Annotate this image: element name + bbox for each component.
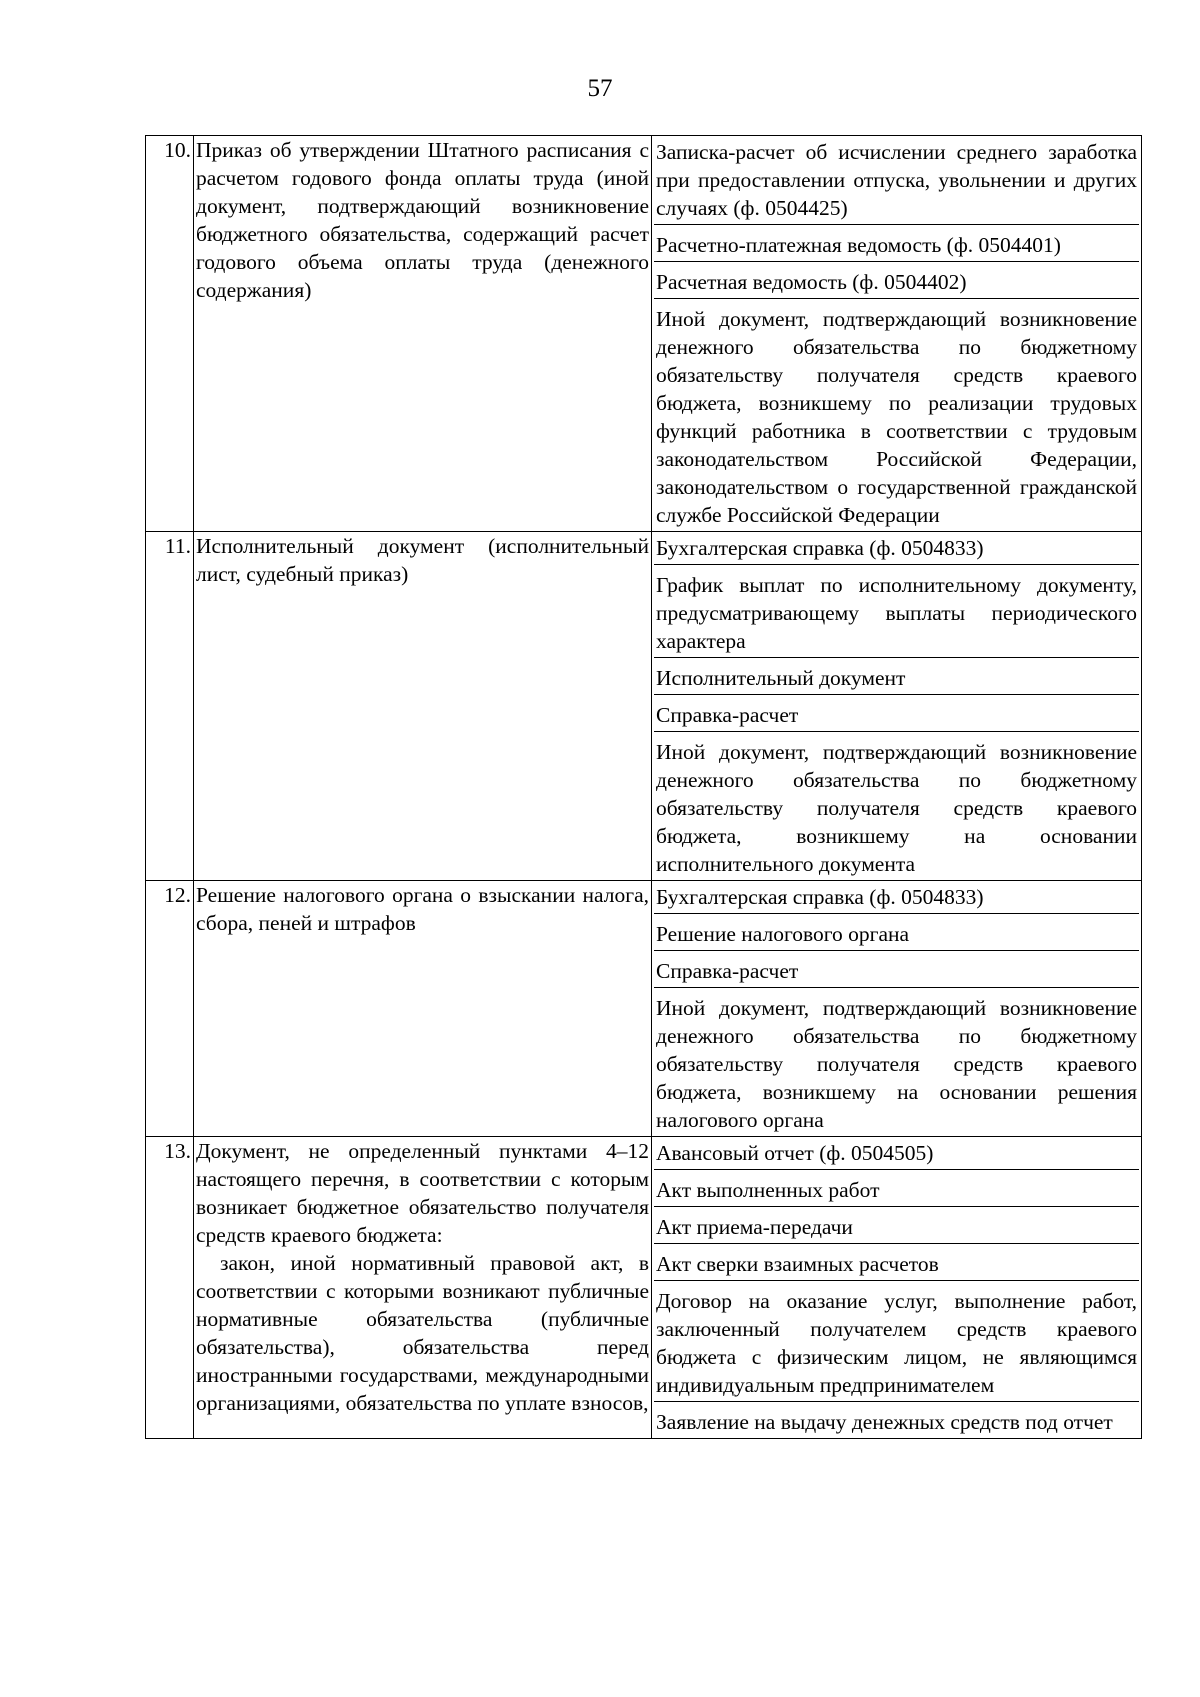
list-item: Акт сверки взаимных расчетов (654, 1243, 1139, 1280)
table-row (146, 532, 1142, 881)
list-item: Иной документ, подтверждающий возникновение денежного обязательства по бюджетному обязательству получателя средств краевого бюджета, возникшему на основании решения налогового органа (654, 987, 1139, 1136)
confirming-documents (652, 881, 1142, 1137)
basis-text: Приказ об утверждении Штатного расписания с расчетом годового фонда оплаты труда (иной документ, подтверждающий возникновение бюджетного обязательства, содержащий расчет годового объема оплаты труда (денежного содержания) (196, 138, 649, 302)
row-number: 11. (146, 532, 194, 881)
list-item: Справка-расчет (654, 950, 1139, 987)
list-item: Договор на оказание услуг, выполнение работ, заключенный получателем средств краевого бюджета с физическим лицом, не являющимся индивидуальным предпринимателем (654, 1280, 1139, 1401)
documents-table (145, 135, 1142, 1439)
list-item: Бухгалтерская справка (ф. 0504833) (656, 536, 984, 560)
basis-text: закон, иной нормативный правовой акт, в соответствии с которыми возникают публичные нормативные обязательства (публичные обязательства), обязательства перед иностранными государствами, международными организациями, обязательства по уплате взносов, (196, 1251, 649, 1415)
basis-text: Документ, не определенный пунктами 4–12 настоящего перечня, в соответствии с которым возникает бюджетное обязательство получателя средств краевого бюджета: (196, 1139, 649, 1247)
basis-document (194, 136, 652, 532)
basis-document (194, 1137, 652, 1439)
table-row (146, 136, 1142, 532)
basis-text: Решение налогового органа о взыскании налога, сбора, пеней и штрафов (196, 883, 649, 935)
list-item: График выплат по исполнительному документу, предусматривающему выплаты периодического характера (654, 564, 1139, 657)
list-item: Авансовый отчет (ф. 0504505) (656, 1141, 934, 1165)
list-item: Акт выполненных работ (654, 1169, 1139, 1206)
basis-document (194, 881, 652, 1137)
list-item: Иной документ, подтверждающий возникновение денежного обязательства по бюджетному обязательству получателя средств краевого бюджета, возникшему по реализации трудовых функций работника в соответствии с трудовым законодательством Российской Федерации, законодательством о государственной гражданской службе Российской Федерации (654, 298, 1139, 531)
list-item: Акт приема-передачи (654, 1206, 1139, 1243)
confirming-documents (652, 1137, 1142, 1439)
list-item: Расчетно-платежная ведомость (ф. 0504401) (654, 224, 1139, 261)
basis-document (194, 532, 652, 881)
basis-text: Исполнительный документ (исполнительный лист, судебный приказ) (196, 534, 649, 586)
confirming-documents (652, 532, 1142, 881)
list-item: Записка-расчет об исчислении среднего заработка при предоставлении отпуска, увольнении и других случаях (ф. 0504425) (656, 140, 1137, 220)
list-item: Заявление на выдачу денежных средств под отчет (654, 1401, 1139, 1438)
list-item: Решение налогового органа (654, 913, 1139, 950)
row-number: 12. (146, 881, 194, 1137)
list-item: Исполнительный документ (654, 657, 1139, 694)
list-item: Справка-расчет (654, 694, 1139, 731)
table-row (146, 881, 1142, 1137)
row-number: 10. (146, 136, 194, 532)
table-row (146, 1137, 1142, 1439)
list-item: Иной документ, подтверждающий возникновение денежного обязательства по бюджетному обязательству получателя средств краевого бюджета, возникшему на основании исполнительного документа (654, 731, 1139, 880)
row-number: 13. (146, 1137, 194, 1439)
list-item: Бухгалтерская справка (ф. 0504833) (656, 885, 984, 909)
page-number: 57 (587, 75, 613, 102)
confirming-documents (652, 136, 1142, 532)
list-item: Расчетная ведомость (ф. 0504402) (654, 261, 1139, 298)
